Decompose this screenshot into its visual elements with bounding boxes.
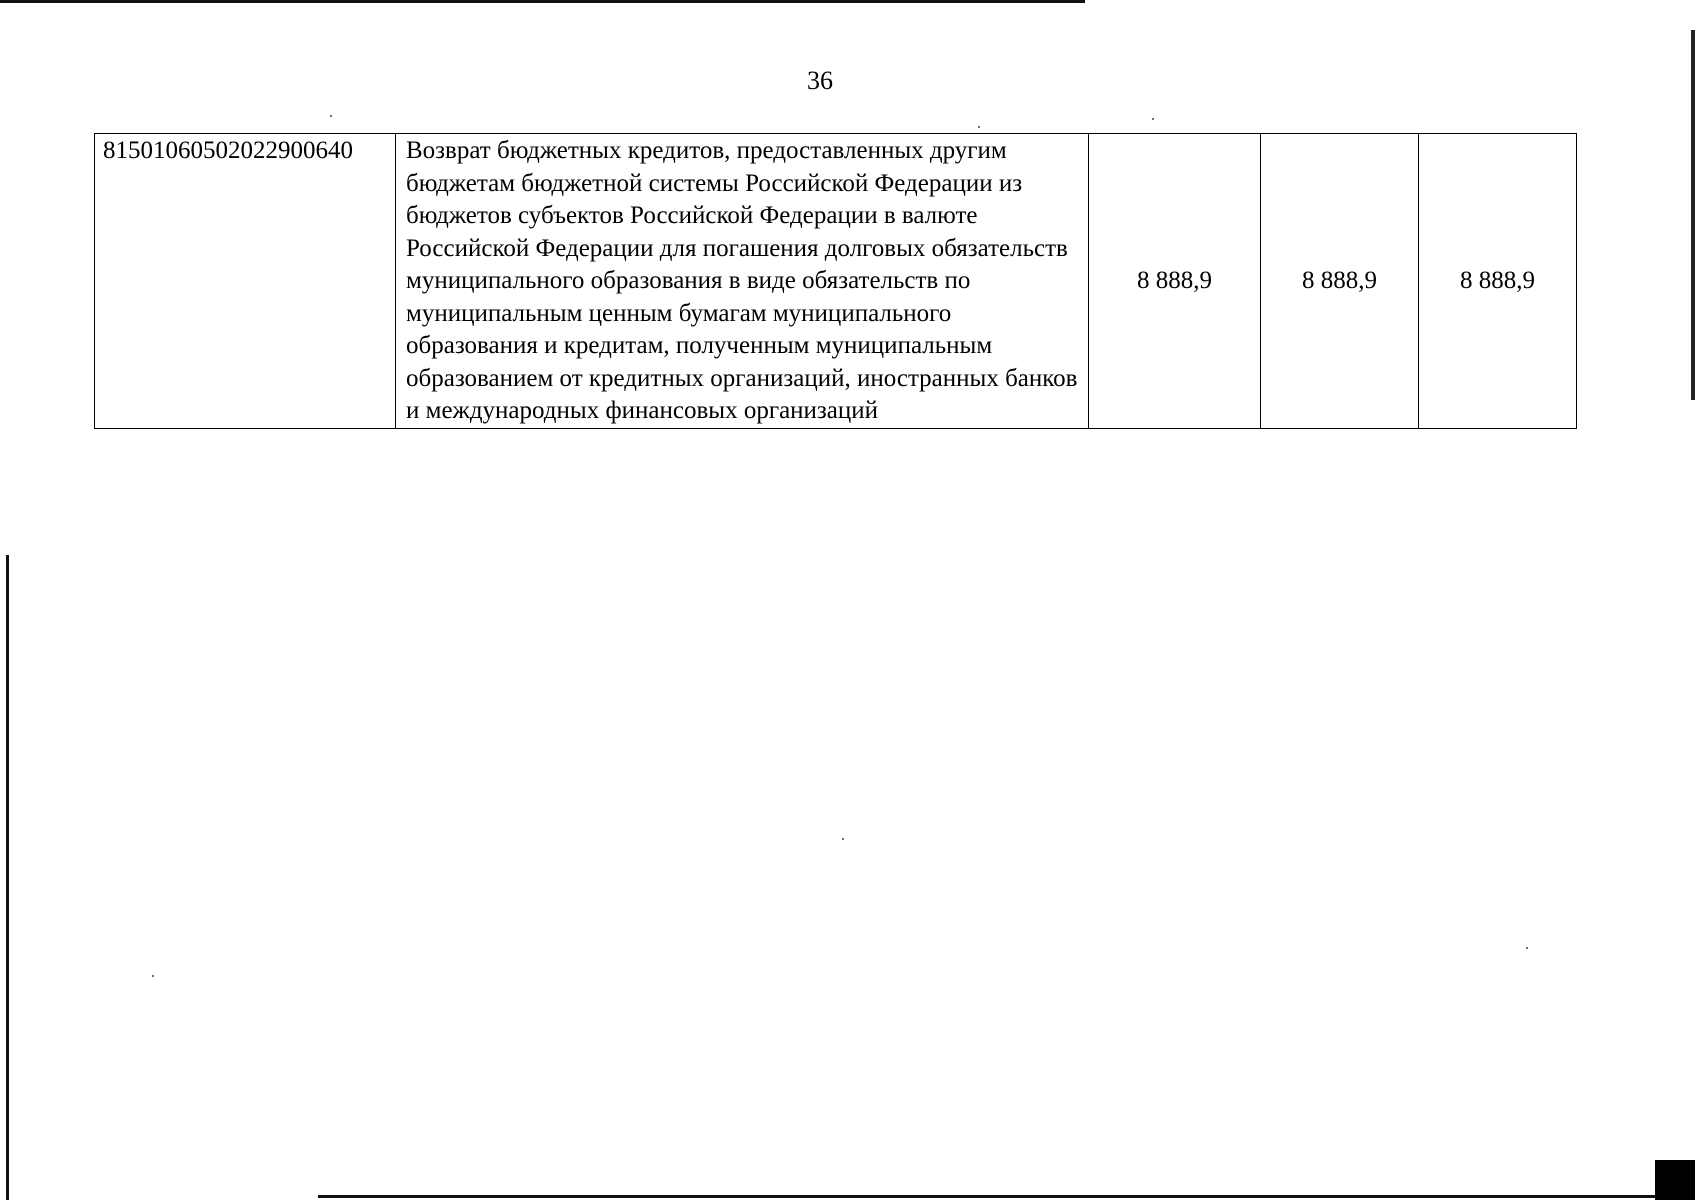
scan-speck	[152, 975, 154, 977]
amount-cell: 8 888,9	[1419, 134, 1577, 429]
scan-edge-bottom	[318, 1195, 1695, 1198]
amount-cell: 8 888,9	[1261, 134, 1419, 429]
scan-edge-left	[6, 555, 9, 1200]
scan-edge-top	[0, 0, 1085, 3]
scan-speck	[842, 838, 844, 840]
amount-cell: 8 888,9	[1089, 134, 1261, 429]
budget-classification-code: 81501060502022900640	[95, 134, 396, 429]
scan-speck	[978, 126, 980, 128]
scan-speck	[1152, 118, 1154, 120]
scan-corner-bottom-right	[1655, 1160, 1695, 1200]
scan-speck	[1526, 947, 1528, 949]
table-row	[95, 134, 1577, 429]
page-number: 36	[807, 66, 833, 95]
row-description: Возврат бюджетных кредитов, предоставленных другим бюджетам бюджетной системы Российской Федерации из бюджетов субъектов Российской Федерации в валюте Российской Федерации для погашения долговых обязательств муниципального образования в виде обязательств по муниципальным ценным бумагам муниципального образования и кредитам, полученным муниципальным образованием от кредитных организаций, иностранных банков и международных финансовых организаций	[396, 134, 1089, 429]
scan-speck	[330, 115, 332, 117]
scan-edge-right	[1691, 30, 1695, 400]
budget-table	[94, 133, 1577, 429]
